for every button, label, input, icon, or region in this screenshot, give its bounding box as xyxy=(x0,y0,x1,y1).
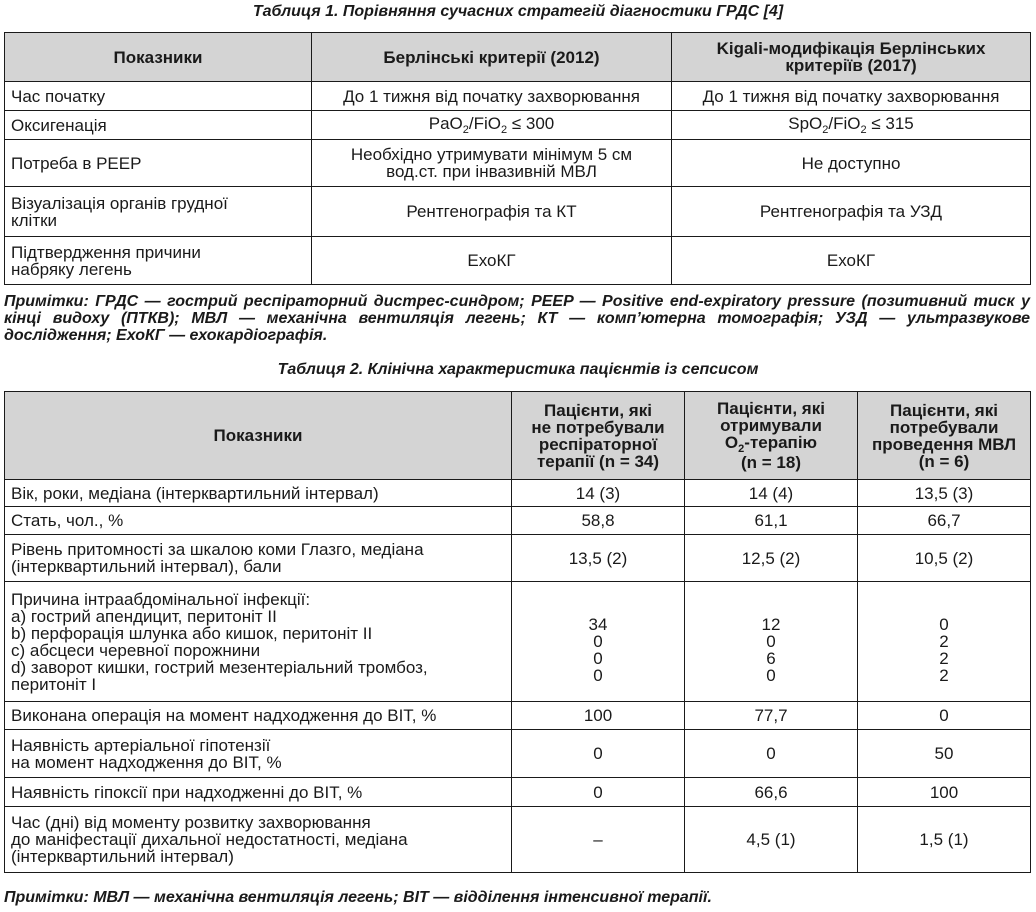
row-label: Час (дні) від моменту розвитку захворювання до маніфестації дихальної недостатності, медіана (інтерквартильний інтервал) xyxy=(5,807,512,873)
cell-value: 12 0 6 0 xyxy=(685,582,858,702)
table2-caption: Таблиця 2. Клінічна характеристика пацієнтів із сепсисом xyxy=(277,361,759,378)
cell-value: 61,1 xyxy=(685,507,858,535)
header-part: Пацієнти, які отримували O xyxy=(717,399,825,452)
table1-header-berlin: Берлінські критерії (2012) xyxy=(312,33,672,82)
formula-part: PaO xyxy=(428,114,463,133)
cell-value: 0 xyxy=(512,730,685,778)
table1-caption: Таблиця 1. Порівняння сучасних стратегій діагностики ГРДС [4] xyxy=(252,3,784,20)
cell-value: 66,6 xyxy=(685,778,858,807)
row-label: Стать, чол., % xyxy=(5,507,512,535)
cell-value: 0 xyxy=(858,702,1031,730)
cell-value xyxy=(312,111,672,140)
formula-part: ≤ 315 xyxy=(866,114,914,133)
formula-part: /FiO xyxy=(468,114,501,133)
cell-value: 100 xyxy=(858,778,1031,807)
table2-header-no-therapy: Пацієнти, які не потребували респіраторної терапії (n = 34) xyxy=(512,392,685,480)
cell-value: 0 2 2 2 xyxy=(858,582,1031,702)
cell-value: 4,5 (1) xyxy=(685,807,858,873)
cell-value: 34 0 0 0 xyxy=(512,582,685,702)
table2-note: Примітки: МВЛ — механічна вентиляція легень; ВІТ — відділення інтенсивної терапії. xyxy=(4,889,712,906)
table-row xyxy=(5,140,1031,187)
row-label: Наявність артеріальної гіпотензії на момент надходження до ВІТ, % xyxy=(5,730,512,778)
table-row xyxy=(5,730,1031,778)
row-label: Потреба в PEEP xyxy=(5,140,312,187)
cell-value: ЕхоКГ xyxy=(672,237,1031,285)
formula-part: /FiO xyxy=(828,114,861,133)
table-row xyxy=(5,778,1031,807)
cell-value: 14 (3) xyxy=(512,480,685,507)
table-row xyxy=(5,187,1031,237)
cell-value: Не доступно xyxy=(672,140,1031,187)
cell-value: 14 (4) xyxy=(685,480,858,507)
cell-value: ЕхоКГ xyxy=(312,237,672,285)
formula-subscript: 2 xyxy=(462,124,469,136)
table-row xyxy=(5,507,1031,535)
cell-value: До 1 тижня від початку захворювання xyxy=(312,82,672,111)
formula-subscript: 2 xyxy=(501,124,508,136)
cell-value: 1,5 (1) xyxy=(858,807,1031,873)
row-label: Виконана операція на момент надходження до ВІТ, % xyxy=(5,702,512,730)
table2 xyxy=(4,391,1031,873)
cell-value: 0 xyxy=(685,730,858,778)
table-row xyxy=(5,82,1031,111)
table2-header-row xyxy=(5,392,1031,480)
row-label: Вік, роки, медіана (інтерквартильний інтервал) xyxy=(5,480,512,507)
table1-header-row xyxy=(5,33,1031,82)
row-label: Наявність гіпоксії при надходженні до ВІТ, % xyxy=(5,778,512,807)
table-row xyxy=(5,111,1031,140)
cell-value: 58,8 xyxy=(512,507,685,535)
cell-value: 13,5 (3) xyxy=(858,480,1031,507)
row-label: Підтвердження причини набряку легень xyxy=(5,237,312,285)
table-row xyxy=(5,237,1031,285)
row-label: Візуалізація органів грудної клітки xyxy=(5,187,312,237)
table-row xyxy=(5,480,1031,507)
header-subscript: 2 xyxy=(738,443,745,455)
header-part: -терапію (n = 18) xyxy=(741,433,818,472)
table2-header-indicator: Показники xyxy=(5,392,512,480)
cell-value xyxy=(672,111,1031,140)
cell-value: Рентгенографія та УЗД xyxy=(672,187,1031,237)
cell-value: – xyxy=(512,807,685,873)
table-row xyxy=(5,807,1031,873)
table1-header-kigali: Kigali-модифікація Берлінських критеріїв (2017) xyxy=(672,33,1031,82)
row-label: Час початку xyxy=(5,82,312,111)
cell-value: 77,7 xyxy=(685,702,858,730)
cell-value: 12,5 (2) xyxy=(685,535,858,582)
row-label: Рівень притомності за шкалою коми Глазго, медіана (інтерквартильний інтервал), бали xyxy=(5,535,512,582)
table-row xyxy=(5,582,1031,702)
cell-value: Необхідно утримувати мінімум 5 см вод.ст. при інвазивній МВЛ xyxy=(312,140,672,187)
formula-part: SpO xyxy=(788,114,823,133)
cell-value: 0 xyxy=(512,778,685,807)
table1 xyxy=(4,32,1031,285)
cell-value: 13,5 (2) xyxy=(512,535,685,582)
table-row xyxy=(5,535,1031,582)
row-label: Оксигенація xyxy=(5,111,312,140)
row-label: Причина інтраабдомінальної інфекції: a) гострий апендицит, перитоніт II b) перфорація шлунка або кишок, перитоніт II c) абсцеси черевної порожнини d) заворот кишки, гострий мезентеріальний тромбоз, перитоніт I xyxy=(5,582,512,702)
cell-value: До 1 тижня від початку захворювання xyxy=(672,82,1031,111)
formula-part: ≤ 300 xyxy=(507,114,555,133)
table-row xyxy=(5,702,1031,730)
table2-header-o2-therapy xyxy=(685,392,858,480)
formula-subscript: 2 xyxy=(822,124,829,136)
table1-note: Примітки: ГРДС — гострий респіраторний дистрес-синдром; PEEP — Positive end-expiratory pressure (позитивний тиск у кінці видоху (ПТКВ); МВЛ — механічна вентиляція легень; КТ — комп’ютерна томографія; УЗД — ультразвукове дослідження; ЕхоКГ — ехокардіографія. xyxy=(4,293,1030,344)
table1-header-indicator: Показники xyxy=(5,33,312,82)
cell-value: 50 xyxy=(858,730,1031,778)
cell-value: 66,7 xyxy=(858,507,1031,535)
cell-value: Рентгенографія та КТ xyxy=(312,187,672,237)
cell-value: 10,5 (2) xyxy=(858,535,1031,582)
cell-value: 100 xyxy=(512,702,685,730)
table2-header-mvl: Пацієнти, які потребували проведення МВЛ (n = 6) xyxy=(858,392,1031,480)
formula-subscript: 2 xyxy=(860,124,867,136)
